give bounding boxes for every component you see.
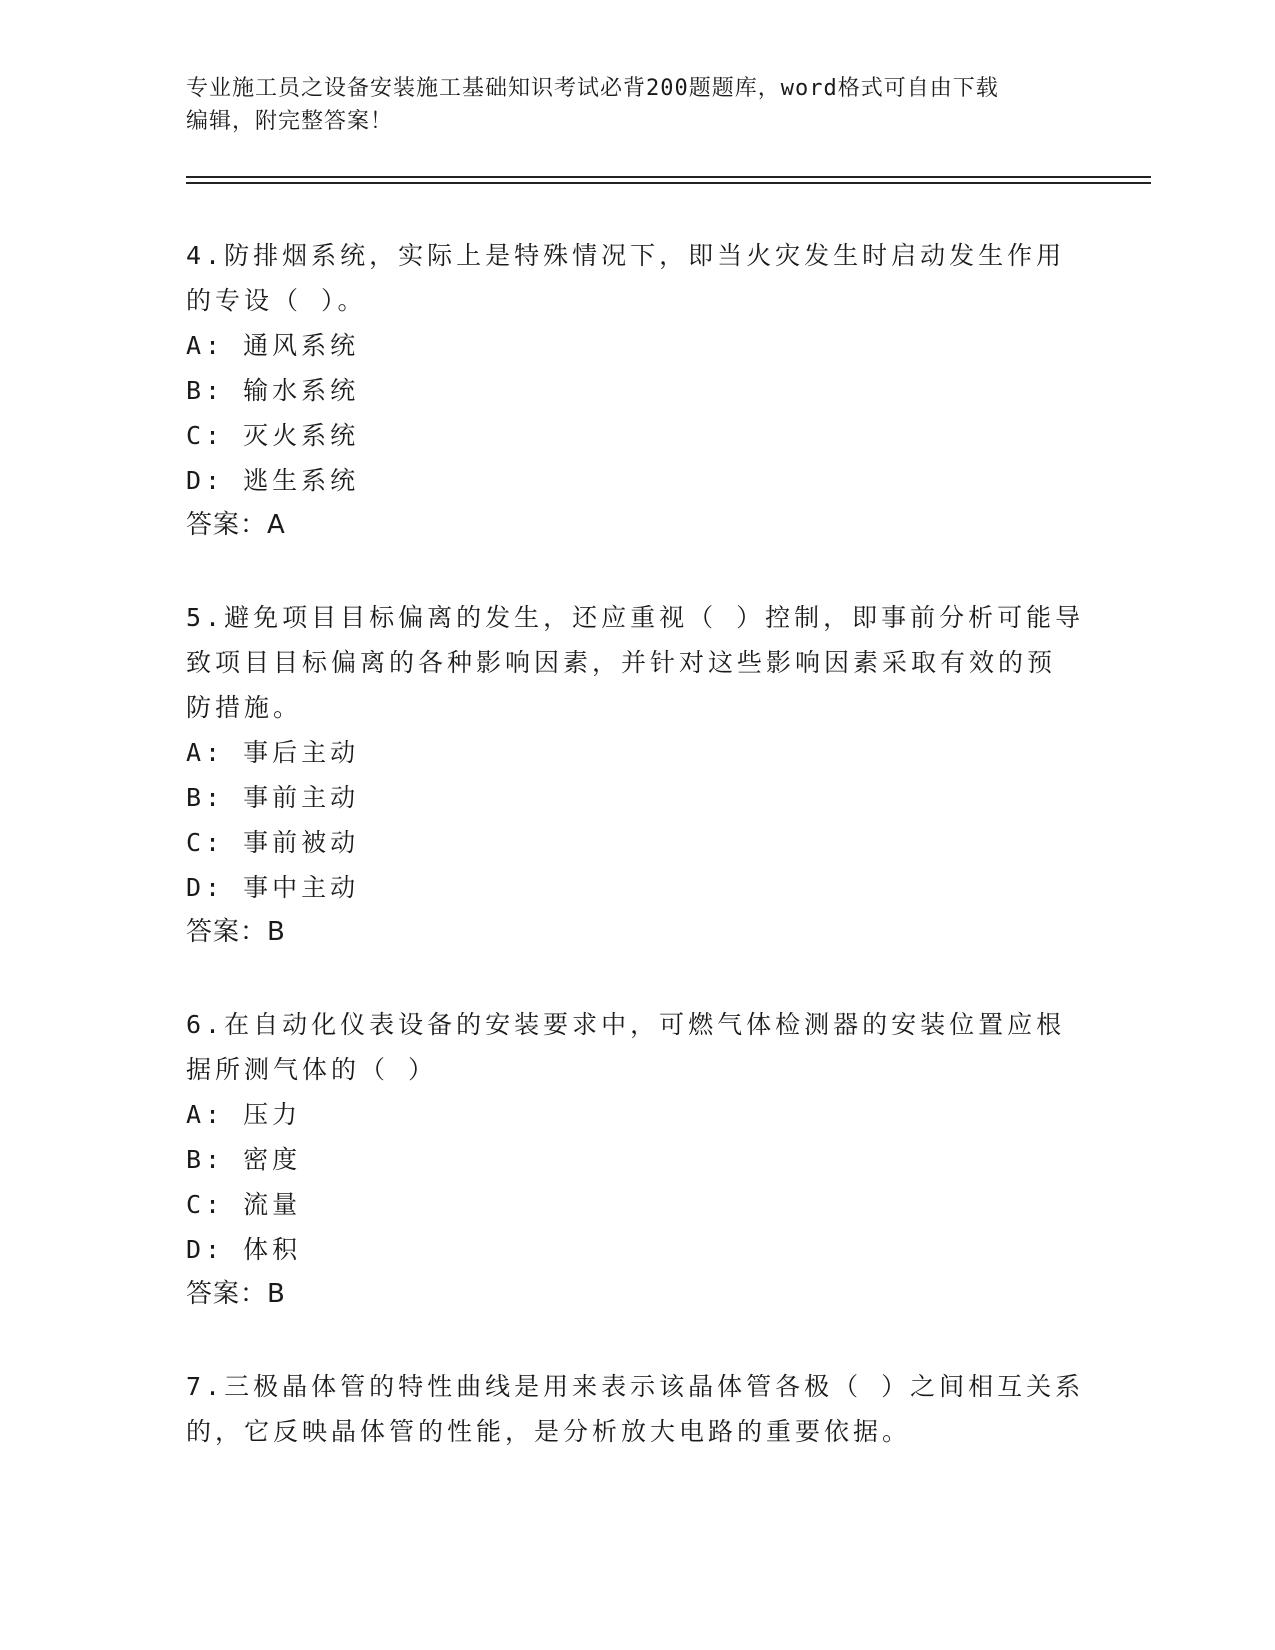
- question-text-line: 在自动化仪表设备的安装要求中，可燃气体检测器的安装位置应根: [224, 1010, 1066, 1039]
- question-text-line: 的专设（ ）。: [186, 286, 367, 315]
- option-a: A: 通风系统: [186, 331, 360, 360]
- question-7: [186, 1364, 1086, 1454]
- question-number: 4.: [186, 241, 225, 270]
- question-number: 7.: [186, 1372, 225, 1401]
- document-header: [186, 72, 1066, 138]
- option-b: B: 输水系统: [186, 376, 360, 405]
- answer-line: 答案：B: [186, 917, 286, 947]
- question-5: [186, 595, 1086, 955]
- header-divider-bottom: [186, 182, 1151, 184]
- question-6: [186, 1002, 1086, 1317]
- header-line-2: 编辑，附完整答案！: [186, 109, 394, 134]
- question-text-line: 的，它反映晶体管的性能，是分析放大电路的重要依据。: [186, 1417, 912, 1446]
- question-4: [186, 233, 1086, 548]
- header-line-1: 专业施工员之设备安装施工基础知识考试必背200题题库，word格式可自由下载: [186, 76, 999, 101]
- option-a: A: 压力: [186, 1100, 302, 1129]
- question-text-line: 据所测气体的（ ）: [186, 1055, 438, 1084]
- question-text-line: 三极晶体管的特性曲线是用来表示该晶体管各极（ ）之间相互关系: [224, 1372, 1085, 1401]
- question-text-line: 避免项目目标偏离的发生，还应重视（ ）控制，即事前分析可能导: [224, 603, 1085, 632]
- option-c: C: 灭火系统: [186, 421, 360, 450]
- question-list: [186, 233, 1086, 1501]
- option-d: D: 事中主动: [186, 873, 360, 902]
- question-text: [186, 1002, 1086, 1047]
- question-number: 5.: [186, 603, 225, 632]
- question-text: [186, 595, 1086, 640]
- question-number: 6.: [186, 1010, 225, 1039]
- question-text: [186, 233, 1086, 278]
- question-text: [186, 1364, 1086, 1409]
- option-d: D: 体积: [186, 1235, 302, 1264]
- answer-line: 答案：A: [186, 510, 286, 540]
- question-text-line: 致项目目标偏离的各种影响因素，并针对这些影响因素采取有效的预: [186, 648, 1057, 677]
- option-c: C: 流量: [186, 1190, 302, 1219]
- option-b: B: 密度: [186, 1145, 302, 1174]
- option-c: C: 事前被动: [186, 828, 360, 857]
- answer-line: 答案：B: [186, 1279, 286, 1309]
- header-divider-top: [186, 176, 1151, 178]
- question-text-line: 防措施。: [186, 693, 303, 722]
- option-d: D: 逃生系统: [186, 466, 360, 495]
- option-a: A: 事后主动: [186, 738, 360, 767]
- question-text-line: 防排烟系统，实际上是特殊情况下，即当火灾发生时启动发生作用: [224, 241, 1066, 270]
- option-b: B: 事前主动: [186, 783, 360, 812]
